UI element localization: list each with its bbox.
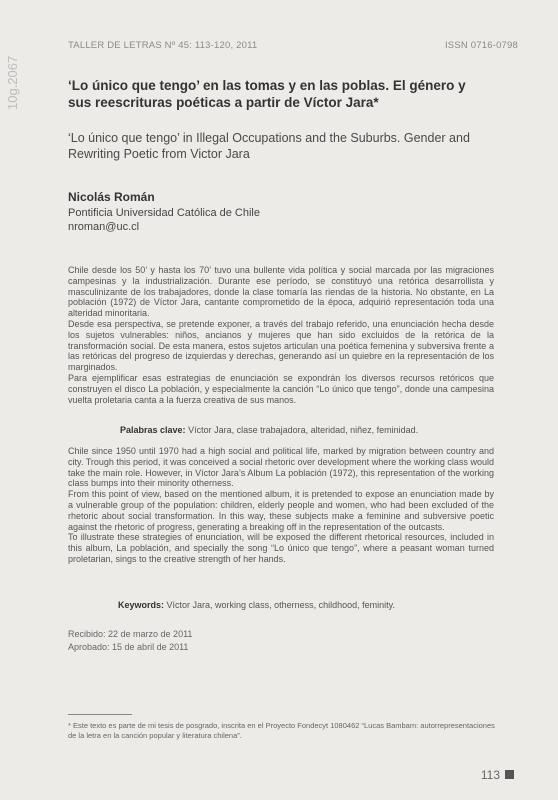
author-name: Nicolás Román <box>68 190 155 204</box>
abstract-paragraph: Chile since 1950 until 1970 had a high social and political life, marked by migration between country and city. Trough this period, it was conceived a social rhetoric over development where the working class would take the main role. However, in Víctor Jara’s Album La población (1972), this representation of the working class bumps into their minority otherness. <box>68 446 494 489</box>
keywords-label: Palabras clave: <box>120 425 186 435</box>
abstract-paragraph: Chile desde los 50’ y hasta los 70’ tuvo una bullente vida política y social marcada por las migraciones campesinas y la industrialización. Durante ese período, se constituyó una retórica desarrollista y masculinizante de los trabajadores, donde la clase tomaría las riendas de la historia. No obstante, en La población (1972) de Víctor Jara, cantante comprometido de la época, adquirió representación toda una alteridad minoritaria. <box>68 265 494 319</box>
footnote-divider <box>68 714 132 715</box>
abstract-paragraph: To illustrate these strategies of enunciation, will be exposed the different rhetorical resources, included in this album, La población, and specially the song “Lo único que tengo”, where a peasant woman turned proletarian, sings to the creative strength of her hands. <box>68 532 494 564</box>
keywords-label: Keywords: <box>118 600 165 610</box>
author-institution: Pontificia Universidad Católica de Chile <box>68 207 260 219</box>
abstract-paragraph: Desde esa perspectiva, se pretende exponer, a través del trabajo referido, una enunciación hecha desde los sujetos vulnerables: niños, ancianos y mujeres que han sido excluidos de la retórica de la transformación social. De esta manera, estos sujetos articulan una poética femenina y subversiva frente a las retóricas del progreso de izquierdas y derechas, generando así un quiebre en la representación de los marginados. <box>68 318 494 373</box>
abstract-paragraph: Para ejemplificar esas estrategias de enunciación se expondrán los diversos recursos retóricos que construyen el disco La población, y especialmente la canción “Lo único que tengo”, donde una campesina vuelta proletaria canta a la fuerza creativa de sus manos. <box>68 372 494 405</box>
issn: ISSN 0716-0798 <box>444 40 518 51</box>
abstract-english <box>68 446 494 565</box>
article-title-spanish: ‘Lo único que tengo’ en las tomas y en las poblas. El género y sus reescrituras poéticas a partir de Víctor Jara* <box>68 78 466 110</box>
received-date: Recibido: 22 de marzo de 2011 <box>68 629 193 639</box>
approved-date: Aprobado: 15 de abril de 2011 <box>68 642 189 652</box>
keywords-text: Víctor Jara, clase trabajadora, alteridad, niñez, feminidad. <box>188 425 419 435</box>
running-header <box>68 40 518 54</box>
submission-dates <box>68 628 192 654</box>
handwritten-margin-note: 10g.2067 <box>5 55 20 110</box>
author-email: nroman@uc.cl <box>68 221 140 233</box>
author-affiliation <box>68 206 260 234</box>
abstract-spanish <box>68 265 494 405</box>
keywords-spanish <box>120 425 418 435</box>
keywords-english <box>118 600 395 610</box>
journal-citation: TALLER DE LETRAS Nº 45: 113-120, 2011 <box>68 40 258 51</box>
footnote: * Este texto es parte de mi tesis de posgrado, inscrita en el Proyecto Fondecyt 1080462 “Lucas Bambam: autorrepresentaciones de la letra en la canción popular y literatura chilena”. <box>68 721 495 740</box>
abstract-paragraph: From this point of view, based on the mentioned album, it is pretended to expose an enunciation made by a vulnerable group of the population: children, elderly people and women, who had been excluded of the rhetoric about social transformation. In this way, these subjects make a feminine and subversive poetic against the rhetoric of progress, generating a breaking off in the representation of the outcasts. <box>68 489 494 532</box>
article-title-english: ‘Lo único que tengo’ in Illegal Occupations and the Suburbs. Gender and Rewriting Poetic from Victor Jara <box>68 131 470 161</box>
page-number: 113 <box>480 768 500 782</box>
keywords-text: Víctor Jara, working class, otherness, childhood, feminity. <box>166 600 395 610</box>
page-marker-square <box>505 770 514 779</box>
